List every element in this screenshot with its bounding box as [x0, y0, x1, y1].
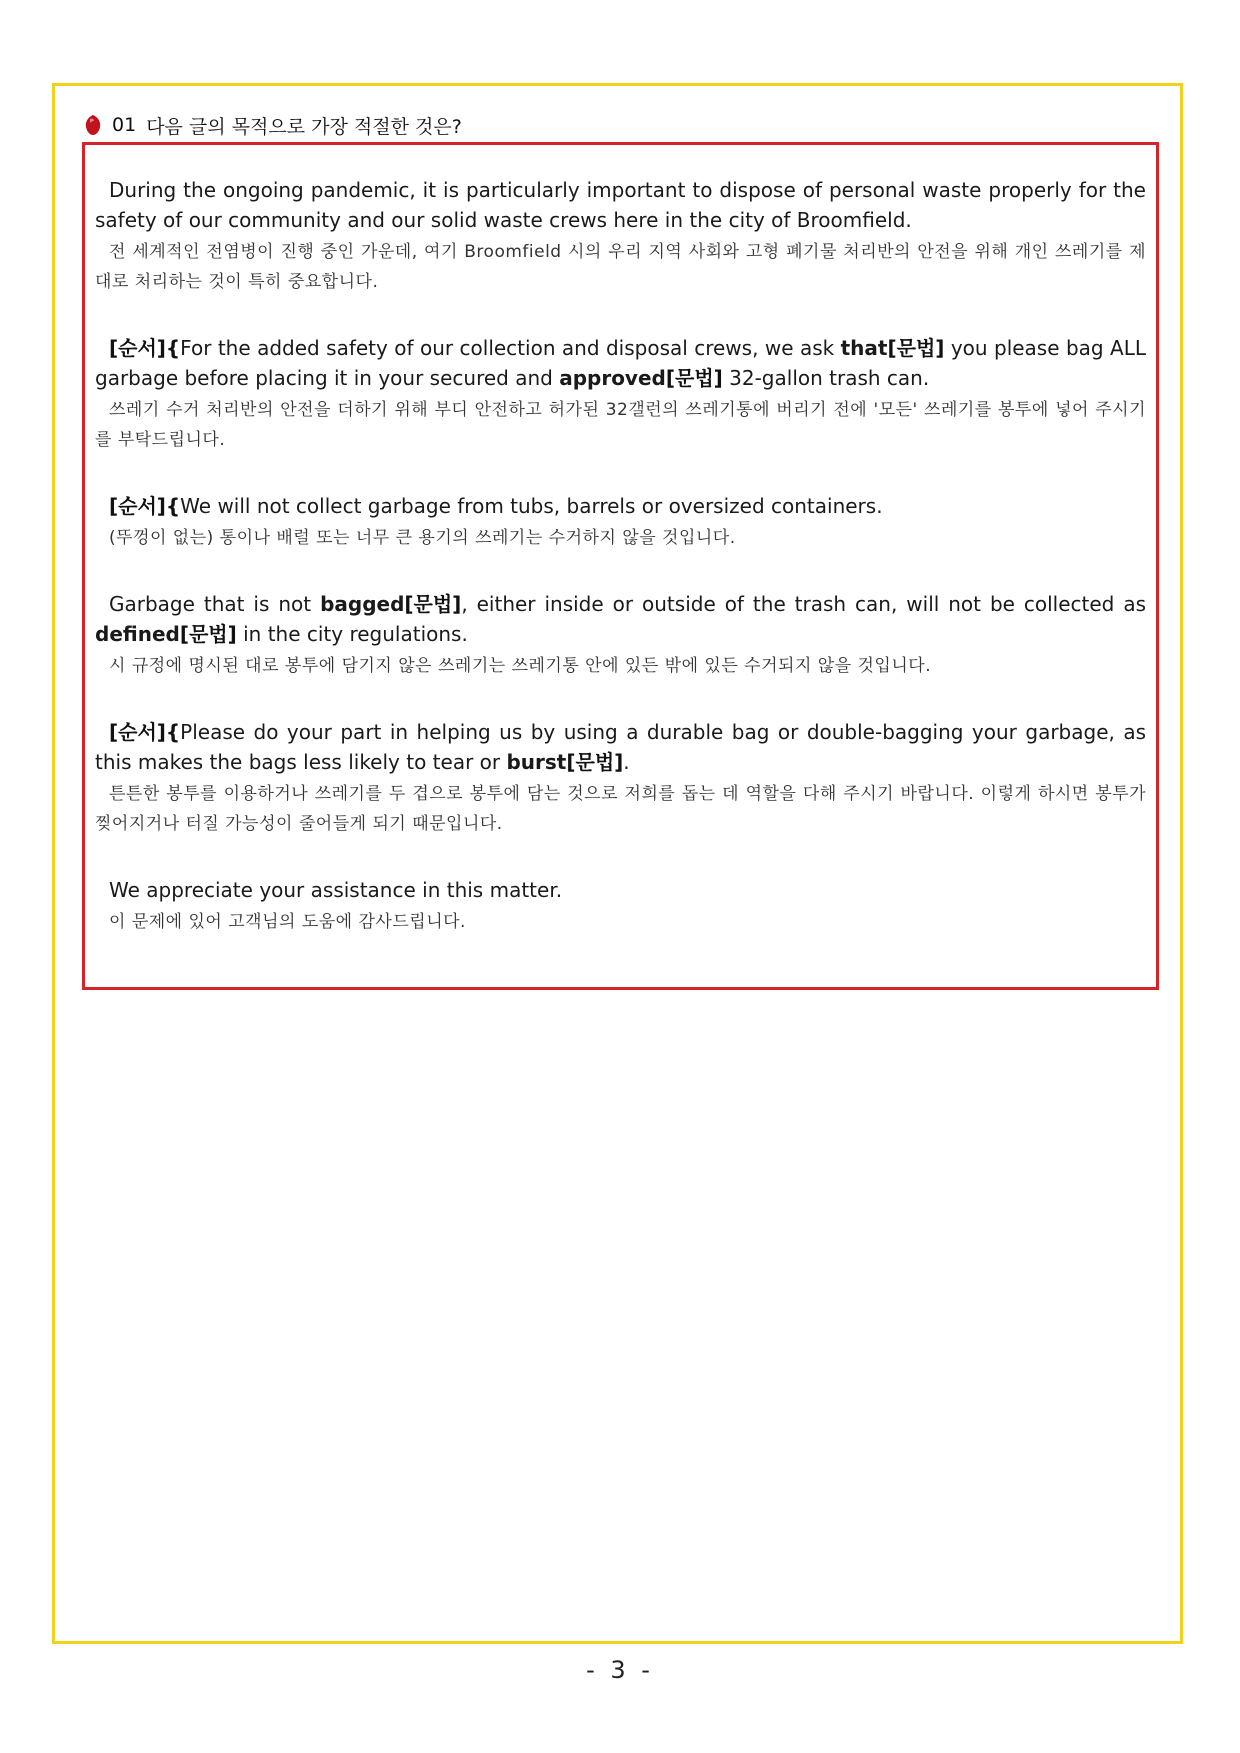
grammar-tag: [문법]	[404, 592, 462, 616]
passage-box	[82, 142, 1159, 990]
text-segment: Please do your part in helping us by using a durable bag or double-bagging your garbage, as this makes the bags less likely to tear or	[95, 720, 1146, 774]
order-tag: [순서]{	[109, 336, 181, 360]
text-segment: 32-gallon trash can.	[722, 366, 930, 390]
english-sentence: We appreciate your assistance in this matter.	[109, 878, 563, 902]
text-segment: We will not collect garbage from tubs, barrels or oversized containers.	[180, 494, 883, 518]
grammar-word: burst	[506, 750, 567, 774]
korean-translation: 튼튼한 봉투를 이용하거나 쓰레기를 두 겹으로 봉투에 담는 것으로 저희를 돕는 데 역할을 다해 주시기 바랍니다. 이렇게 하시면 봉투가 찢어지거나 터질 가능성이 줄어들게 되기 때문입니다.	[95, 784, 1146, 834]
korean-translation: 전 세계적인 전염병이 진행 중인 가운데, 여기 Broomfield 시의 우리 지역 사회와 고형 폐기물 처리반의 안전을 위해 개인 쓰레기를 제대로 처리하는 것이 특히 중요합니다.	[95, 242, 1146, 292]
english-sentence: During the ongoing pandemic, it is particularly important to dispose of personal waste properly for the safety of our community and our solid waste crews here in the city of Broomfield.	[95, 178, 1146, 232]
grammar-tag: [문법]	[887, 336, 945, 360]
text-segment: Garbage that is not	[109, 592, 321, 616]
english-sentence	[95, 589, 1146, 649]
grammar-tag: [문법]	[179, 622, 237, 646]
question-number: 01	[112, 114, 137, 136]
english-sentence	[95, 717, 1146, 777]
order-tag: [순서]{	[109, 494, 181, 518]
text-segment: For the added safety of our collection and disposal crews, we ask	[180, 336, 841, 360]
grammar-word: bagged	[320, 592, 405, 616]
question-text: 다음 글의 목적으로 가장 적절한 것은?	[146, 115, 462, 138]
order-tag: [순서]{	[109, 720, 181, 744]
grammar-word: approved	[559, 366, 666, 390]
paragraph-3	[95, 491, 1146, 553]
paragraph-1	[95, 175, 1146, 297]
text-segment: .	[623, 750, 630, 774]
korean-translation: 시 규정에 명시된 대로 봉투에 담기지 않은 쓰레기는 쓰레기통 안에 있든 밖에 있든 수거되지 않을 것입니다.	[109, 656, 932, 676]
grammar-tag: [문법]	[665, 366, 723, 390]
paragraph-2	[95, 333, 1146, 455]
text-segment: , either inside or outside of the trash can, will not be collected as	[461, 592, 1147, 616]
paragraph-6	[95, 875, 1146, 937]
text-segment: in the city regulations.	[236, 622, 468, 646]
korean-translation: 쓰레기 수거 처리반의 안전을 더하기 위해 부디 안전하고 허가된 32갤런의 쓰레기통에 버리기 전에 '모든' 쓰레기를 봉투에 넣어 주시기를 부탁드립니다.	[95, 400, 1146, 450]
question-header	[84, 110, 462, 140]
korean-translation: (뚜껑이 없는) 통이나 배럴 또는 너무 큰 용기의 쓰레기는 수거하지 않을 것입니다.	[109, 528, 736, 548]
page-number: - 3 -	[586, 1656, 654, 1684]
korean-translation: 이 문제에 있어 고객님의 도움에 감사드립니다.	[109, 912, 466, 932]
red-bullet-icon	[84, 114, 102, 136]
paragraph-4	[95, 589, 1146, 681]
grammar-word: that	[840, 336, 888, 360]
paragraph-5	[95, 717, 1146, 839]
english-sentence	[95, 333, 1146, 393]
text-segment: you please bag ALL garbage before placing it in your secured and	[95, 336, 1146, 390]
grammar-tag: [문법]	[566, 750, 624, 774]
grammar-word: defined	[95, 622, 180, 646]
english-sentence	[95, 491, 1146, 521]
